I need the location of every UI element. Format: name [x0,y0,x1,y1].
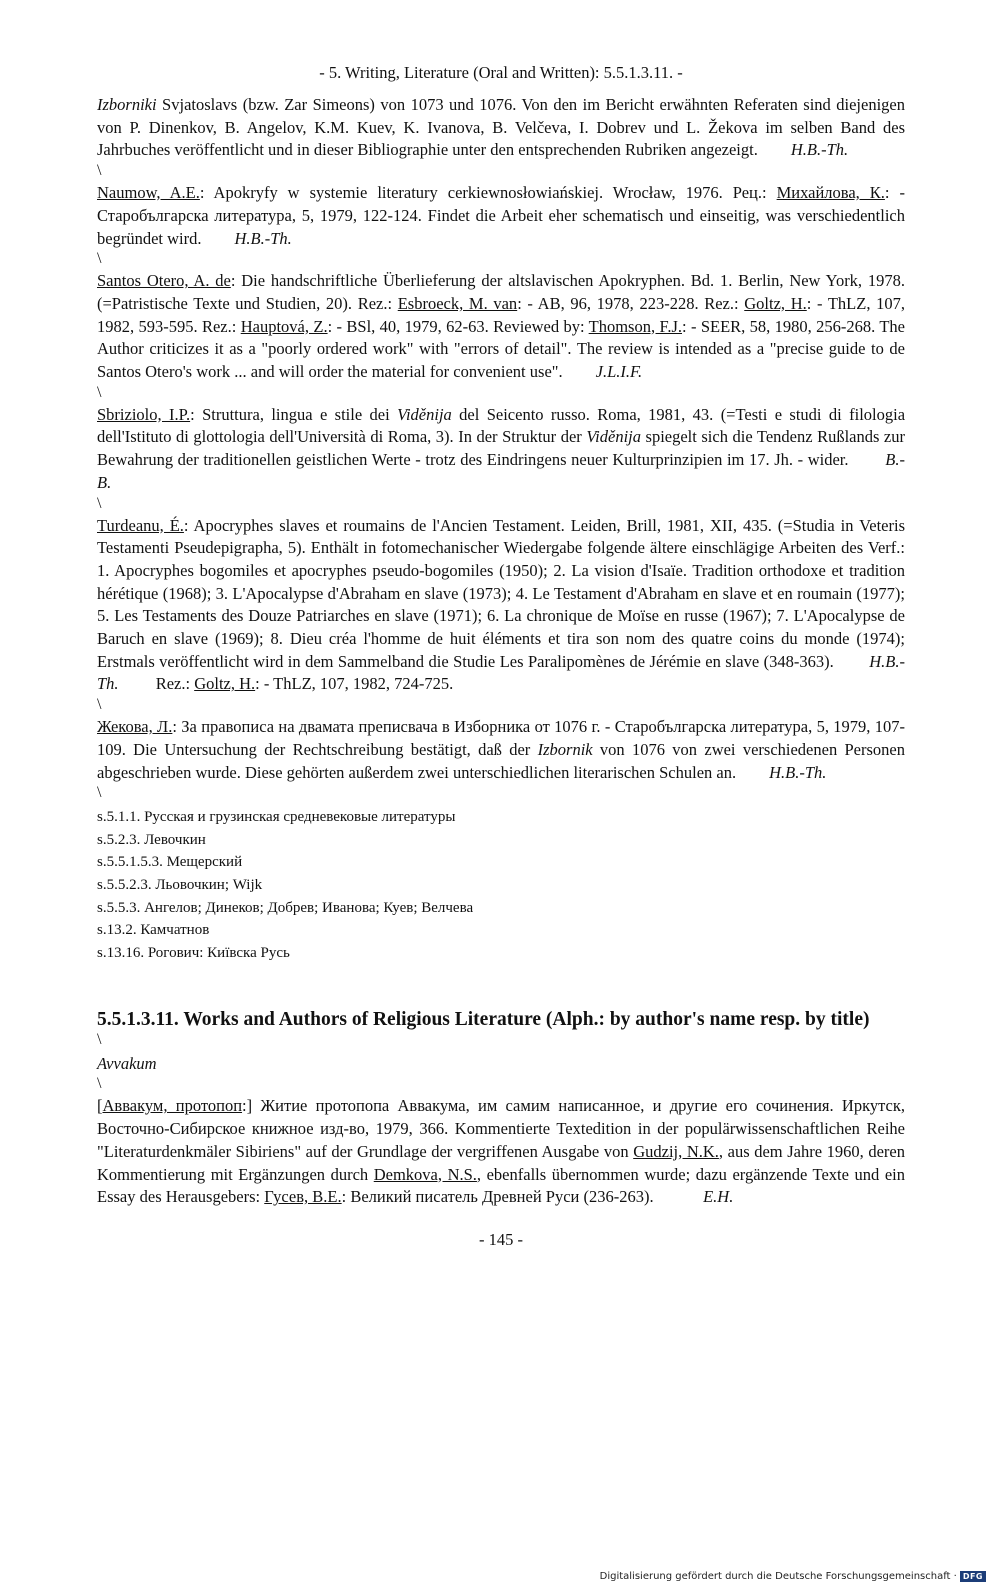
entry-naumow [97,182,905,250]
reviewer-signature: H.B.-Th. [790,140,849,160]
entry-separator: \ [97,1075,102,1093]
reviewer-name: Михайлова, К. [776,183,885,203]
see-also-item: s.13.16. Рогович: Київска Русь [97,944,290,961]
bracket-close: :] [242,1096,253,1116]
reviewer-name: Goltz, H. [744,293,807,313]
entry-italic: Viděnija [586,427,641,447]
entry-text: : Великий писатель Древней Руси (236-263). [341,1187,654,1207]
entry-avvakum [97,1095,905,1209]
entry-izborniki-continuation [97,94,905,162]
entry-text: Rez.: [151,674,195,694]
reviewer-signature: J.L.I.F. [595,362,643,382]
entry-turdeanu [97,515,905,697]
page [97,62,905,1251]
entry-author: Аввакум, протопоп [102,1096,243,1116]
entry-text: von 1076 von zwei verschiedenen Personen abgeschrieben wurde. Diese gehörten außerdem zwei unterschiedlichen literarischen Schulen an. [97,739,905,782]
reviewer-name: Thomson, F.J. [588,316,682,336]
entry-separator: \ [97,1031,102,1049]
reviewer-name: Hauptová, Z. [240,316,328,336]
footer-text: Digitalisierung gefördert durch die Deutsche Forschungsgemeinschaft · [599,1571,957,1582]
entry-text: del Seicento russo. Roma, 1981, 43. (=Testi e studi di filologia dell'Istituto di glottologia dell'Università di Roma, 3). In der Struktur der [97,404,906,447]
running-head: - 5. Writing, Literature (Oral and Written): 5.5.1.3.11. - [319,63,683,82]
dfg-logo-icon: DFG [960,1571,986,1582]
entry-separator: \ [97,784,102,802]
entry-separator: \ [97,696,102,714]
reviewer-signature: B.-B. [97,450,905,492]
entry-author: Turdeanu, É. [97,515,184,535]
entry-separator: \ [97,383,102,401]
entry-separator: \ [97,250,102,268]
see-also-item: s.5.5.2.3. Льовочкин; Wijk [97,877,263,894]
cross-reference: Гусев, В.Е. [264,1187,342,1207]
entry-text: : - Старобългарска литература, 5, 1979, 122-124. Findet die Arbeit eher schematisch und einseitig, was verschiedentlich begründet wird. [97,183,905,248]
see-also-item: s.5.5.3. Ангелов; Динеков; Добрев; Иванова; Куев; Велчева [97,899,474,916]
entry-author: Santos Otero, A. de [97,271,231,291]
entry-author: Жекова, Л. [97,717,173,737]
entry-sbriziolo [97,404,905,495]
entry-text: : - ThLZ, 107, 1982, 593-595. Rez.: [97,293,905,336]
digitization-footer [600,1571,986,1582]
entry-text: : - BSl, 40, 1979, 62-63. Reviewed by: [327,316,589,336]
see-also-item: s.13.2. Камчатнов [97,922,210,939]
entry-text: spiegelt sich die Tendenz Rußlands zur Bewahrung der traditionellen geistlichen Werte - trotz des Eindringens neuer Kulturprinzipien im 17. Jh. - wider. [97,427,906,470]
see-also-item: s.5.1.1. Русская и грузинская средневековые литературы [97,809,456,826]
reviewer-signature: H.B.-Th. [769,762,827,782]
see-also-item: s.5.5.1.5.3. Мещерский [97,854,243,871]
entry-text: , aus dem Jahre 1960, deren Kommentierung mit Ergänzungen durch [97,1141,905,1184]
reviewer-signature: H.B.-Th. [234,228,292,248]
entry-text: Житие протопопа Аввакума, им самим написанное, и другие его сочинения. Иркутск, Восточно-Сибирское книжное изд-во, 1979, 366. Kommentierte Textedition in der populärwissenschaftlichen Reihe "Literaturdenkmäler Sibiriens" auf der Grundlage der vergriffenen Ausgabe von [97,1096,905,1161]
entry-text: : За правописа на двамата преписвача в Изборника от 1076 г. - Старобългарска литература, 5, 1979, 107-109. Die Untersuchung der Rechtschreibung bestätigt, daß der [97,717,905,759]
entry-italic: Izbornik [537,739,593,759]
entry-zhekova [97,716,905,784]
entry-author: Sbriziolo, I.P. [97,404,191,424]
entry-text: : Apokryfy w systemie literatury cerkiewnosłowiańskiej. Wrocław, 1976. Рец.: [199,183,777,203]
reviewer-name: Esbroeck, M. van [397,293,518,313]
entry-text: : - ThLZ, 107, 1982, 724-725. [255,674,454,694]
bracket-open: [ [97,1096,103,1116]
reviewer-signature: E.H. [703,1187,734,1207]
entry-santos-otero [97,270,905,384]
entry-italic: Viděnija [397,404,452,424]
entry-text: : Die handschriftliche Überlieferung der altslavischen Apokryphen. Bd. 1. Berlin, New York, 1978. (=Patristische Texte und Studien, 20). Rez.: [97,271,905,313]
entry-text: Svjatoslavs (bzw. Zar Simeons) von 1073 und 1076. Von den im Bericht erwähnten Referaten sind diejenigen von P. Dinenkov, B. Angelov, K.M. Kuev, K. Ivanova, B. Velčeva, I. Dobrev und L. Žekova im selben Band des Jahrbuches veröffentlicht und in dieser Bibliographie unter den entsprechenden Rubriken angezeigt. [97,95,905,160]
author-heading: Avvakum [97,1054,157,1074]
entry-text: : Apocryphes slaves et roumains de l'Ancien Testament. Leiden, Brill, 1981, XII, 435. (=Studia in Veteris Testamenti Pseudepigrapha, 5). Enthält in fotomechanischer Wiedergabe folgende ältere einschlägige Arbeiten des Verf.: 1. Apocryphes bogomiles et apocryphes pseudo-bogomiles (1950); 2. La vision d'Isaïe. Tradition orthodoxe et tradition hérétique (1968); 3. L'Apocalypse d'Abraham en slave (1973); 4. Le Testament d'Abraham en slave et en roumain (1977); 5. Les Testaments des Douze Patriarches en slave (1971); 6. La chronique de Moïse en russe (1967); 7. L'Apocalypse de Baruch en slave (1969); 8. Dieu créa l'homme de huit éléments et tira son nom des quatre coins du monde (1974); Erstmals veröffentlicht wird in dem Sammelband die Studie Les Paralipomènes de Jérémie en slave (348-363). [97,515,905,671]
entry-separator: \ [97,494,102,512]
entry-author: Naumow, A.E. [97,183,200,203]
cross-reference: Demkova, N.S. [373,1164,477,1184]
see-also-list [97,806,905,964]
section-title: 5.5.1.3.11. Works and Authors of Religious Literature (Alph.: by author's name resp. by title) [97,1009,870,1031]
reviewer-name: Goltz, H. [194,674,256,694]
entry-separator: \ [97,162,102,180]
entry-italic: Izborniki [97,95,157,114]
see-also-item: s.5.2.3. Левочкин [97,831,206,848]
entry-text: : - AB, 96, 1978, 223-228. Rez.: [517,293,745,313]
entry-text: : Struttura, lingua e stile dei [190,404,398,424]
cross-reference: Gudzij, N.K. [633,1141,719,1161]
reviewer-signature: H.B.-Th. [97,651,905,694]
page-number: - 145 - [479,1229,523,1249]
entry-text: : - SEER, 58, 1980, 256-268. The Author criticizes it as a "poorly ordered work" with "errors of detail". The review is intended as a "precise guide to de Santos Otero's work ... and will order the material for convenient use". [97,316,905,382]
entry-text: , ebenfalls übernommen wurde; dazu ergänzende Texte und ein Essay des Herausgebers: [97,1164,905,1207]
